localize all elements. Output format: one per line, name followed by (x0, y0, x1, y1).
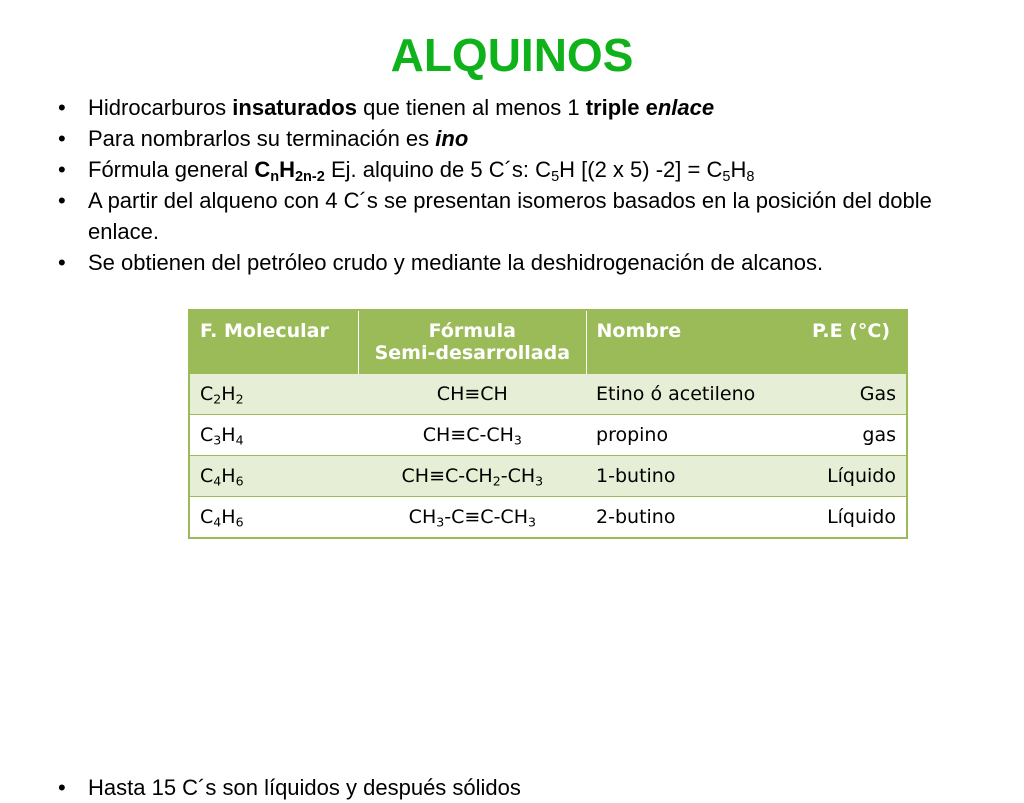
page-title: ALQUINOS (390, 29, 634, 81)
table-row (189, 374, 907, 415)
header-nombre: Nombre (596, 320, 682, 342)
cell-pe: Líquido (785, 497, 907, 538)
header-formula: Fórmula Semi-desarrollada (359, 310, 586, 374)
cell-formula: $CH\equiv C-CH_3$ (359, 415, 586, 456)
cell-molecular: $C_3H_4$ (189, 415, 359, 456)
header-f-molecular: F. Molecular (189, 310, 359, 374)
cell-molecular: $C_4H_6$ (189, 497, 359, 538)
cell-formula: CH≡CH (359, 374, 586, 415)
bullet-isomeros: • A partir del alqueno con 4 C´s se presentan isomeros basados en la posición del doble enlace. (58, 185, 988, 247)
alquinos-table (188, 309, 908, 539)
table-row (189, 456, 907, 497)
bullet-formula-general: • Fórmula general $C_nH_{2n-2}$ Ej. alquino de 5 C´s: $C_5H$ [(2 x 5) $-2] = C_5H_8$ (58, 154, 988, 185)
bullet-obtencion: • Se obtienen del petróleo crudo y mediante la deshidrogenación de alcanos. (58, 247, 988, 278)
bullet-hidrocarburos: • Hidrocarburos insaturados que tienen al menos 1 triple enlace (58, 92, 988, 123)
cell-formula: $CH\equiv C-CH_2-CH_3$ (359, 456, 586, 497)
cell-nombre: propino (586, 415, 785, 456)
cell-molecular: $C_2H_2$ (189, 374, 359, 415)
cell-pe: gas (785, 415, 907, 456)
cell-nombre: Etino ó acetileno (586, 374, 785, 415)
cell-molecular: $C_4H_6$ (189, 456, 359, 497)
bullet-terminacion: • Para nombrarlos su terminación es ino (58, 123, 988, 154)
cell-pe: Líquido (785, 456, 907, 497)
header-nombre-pe (586, 310, 907, 374)
header-pe: P.E (°C) (811, 320, 890, 342)
cell-pe: Gas (785, 374, 907, 415)
cell-nombre: 1-butino (586, 456, 785, 497)
table-row (189, 497, 907, 538)
table-header-row (189, 310, 907, 374)
cell-nombre: 2-butino (586, 497, 785, 538)
bullet-estado: • Hasta 15 C´s son líquidos y después sólidos (58, 772, 988, 803)
table-row (189, 415, 907, 456)
cell-formula: $CH_3-C\equiv C-CH_3$ (359, 497, 586, 538)
